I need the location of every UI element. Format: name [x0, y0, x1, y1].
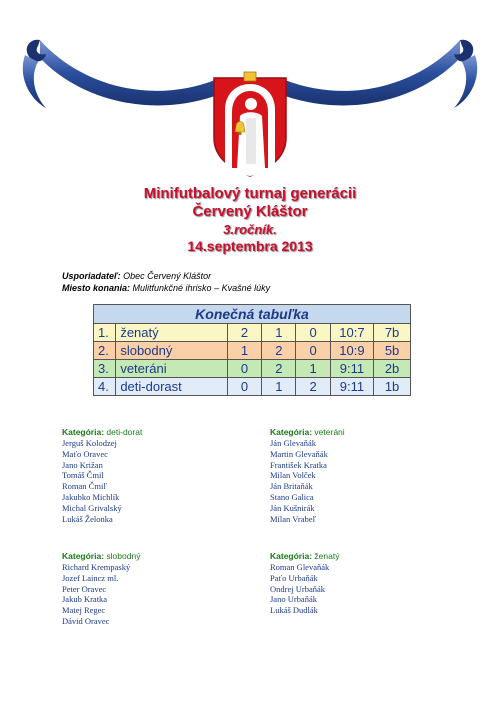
standings-table [93, 304, 411, 396]
category-name: deti-dorat [106, 427, 143, 437]
rank-cell: 4. [94, 378, 116, 396]
category-name: slobodný [106, 551, 141, 561]
wins-cell: 0 [227, 360, 261, 378]
category-title [270, 427, 460, 437]
standings-header-row [94, 305, 411, 324]
list-item: Milan Volček [270, 470, 316, 481]
village-name: Červený Kláštor [192, 203, 308, 220]
draws-cell: 2 [262, 342, 296, 360]
list-item: Jerguš Kolodzej [62, 438, 117, 448]
town-coat-of-arms-icon [214, 72, 286, 176]
category-label: Kategória: [270, 551, 313, 561]
category-title [62, 551, 252, 561]
category-title [270, 551, 460, 561]
organizer-line [62, 271, 211, 281]
table-row [94, 378, 411, 396]
table-row [94, 342, 411, 360]
list-item: Ján Britaňák [270, 481, 313, 492]
venue-label: Miesto konania: [62, 283, 131, 293]
list-item: Lukáš Dudlák [270, 605, 318, 616]
losses-cell: 0 [296, 324, 330, 342]
score-cell: 10:9 [330, 342, 373, 360]
points-cell: 2b [374, 360, 411, 378]
wins-cell: 2 [227, 324, 261, 342]
list-item: František Kratka [270, 459, 327, 470]
list-item: Paťo Urbaňák [270, 572, 318, 583]
list-item: Dávid Oravec [62, 615, 110, 626]
score-cell: 10:7 [330, 324, 373, 342]
team-cell: ženatý [116, 324, 227, 342]
category-name: ženatý [314, 551, 340, 561]
category-deti-dorast [62, 427, 252, 524]
category-label: Kategória: [62, 427, 105, 437]
category-veterani [270, 427, 460, 524]
list-item: Richard Krempaský [62, 562, 131, 572]
list-item: Maťo Oravec [62, 448, 108, 459]
wins-cell: 1 [227, 342, 261, 360]
rank-cell: 3. [94, 360, 116, 378]
list-item: Jakub Kratka [62, 594, 108, 605]
list-item: Martin Glevaňák [270, 448, 328, 459]
category-name: veteráni [314, 427, 345, 437]
points-cell: 5b [374, 342, 411, 360]
table-row [94, 360, 411, 378]
tournament-title: Minifutbalový turnaj generácii [143, 185, 357, 202]
draws-cell: 2 [262, 360, 296, 378]
organizer-value: Obec Červený Kláštor [123, 271, 212, 281]
losses-cell: 0 [296, 342, 330, 360]
edition: 3.ročník. [223, 222, 277, 237]
player-list [62, 562, 252, 627]
standings-heading: Konečná tabuľka [94, 305, 411, 324]
list-item: Tomáš Čmil [62, 470, 104, 481]
list-item: Jano Križan [62, 459, 103, 470]
list-item: Peter Oravec [62, 583, 107, 594]
category-label: Kategória: [270, 427, 313, 437]
list-item: Ján Kušnirák [270, 502, 315, 513]
score-cell: 9:11 [330, 378, 373, 396]
tournament-date: 14.septembra 2013 [187, 238, 313, 254]
list-item: Jano Urbaňák [270, 594, 317, 605]
player-list [270, 438, 460, 524]
list-item: Michal Grivalský [62, 502, 122, 513]
team-cell: veteráni [116, 360, 227, 378]
player-list [270, 562, 460, 616]
losses-cell: 1 [296, 360, 330, 378]
list-item: Ondrej Urbaňák [270, 583, 325, 594]
venue-line [62, 283, 270, 293]
losses-cell: 2 [296, 378, 330, 396]
rank-cell: 2. [94, 342, 116, 360]
team-cell: slobodný [116, 342, 227, 360]
points-cell: 1b [374, 378, 411, 396]
table-row [94, 324, 411, 342]
list-item: Lukáš Želonka [62, 513, 113, 524]
venue-value: Mulitfunkčné ihrisko – Kvašné lúky [132, 283, 271, 293]
rank-cell: 1. [94, 324, 116, 342]
list-item: Roman Glevaňák [270, 562, 330, 572]
list-item: Jakubko Michlík [62, 491, 120, 502]
standings-table-wrapper [93, 304, 411, 396]
organizer-label: Usporiadateľ: [62, 271, 121, 281]
player-list [62, 438, 252, 524]
list-item: Stano Galica [270, 491, 314, 502]
draws-cell: 1 [262, 378, 296, 396]
points-cell: 7b [374, 324, 411, 342]
list-item: Milan Vrabeľ [270, 513, 316, 524]
score-cell: 9:11 [330, 360, 373, 378]
category-label: Kategória: [62, 551, 105, 561]
wins-cell: 0 [227, 378, 261, 396]
category-zenaty [270, 551, 460, 616]
category-slobodny [62, 551, 252, 627]
list-item: Jozef Laincz ml. [62, 572, 119, 583]
category-title [62, 427, 252, 437]
list-item: Ján Glevaňák [270, 438, 317, 448]
draws-cell: 1 [262, 324, 296, 342]
ribbon-banner-icon [0, 0, 500, 180]
list-item: Matej Regec [62, 605, 106, 616]
list-item: Roman Čmiľ [62, 481, 107, 492]
team-cell: deti-dorast [116, 378, 227, 396]
